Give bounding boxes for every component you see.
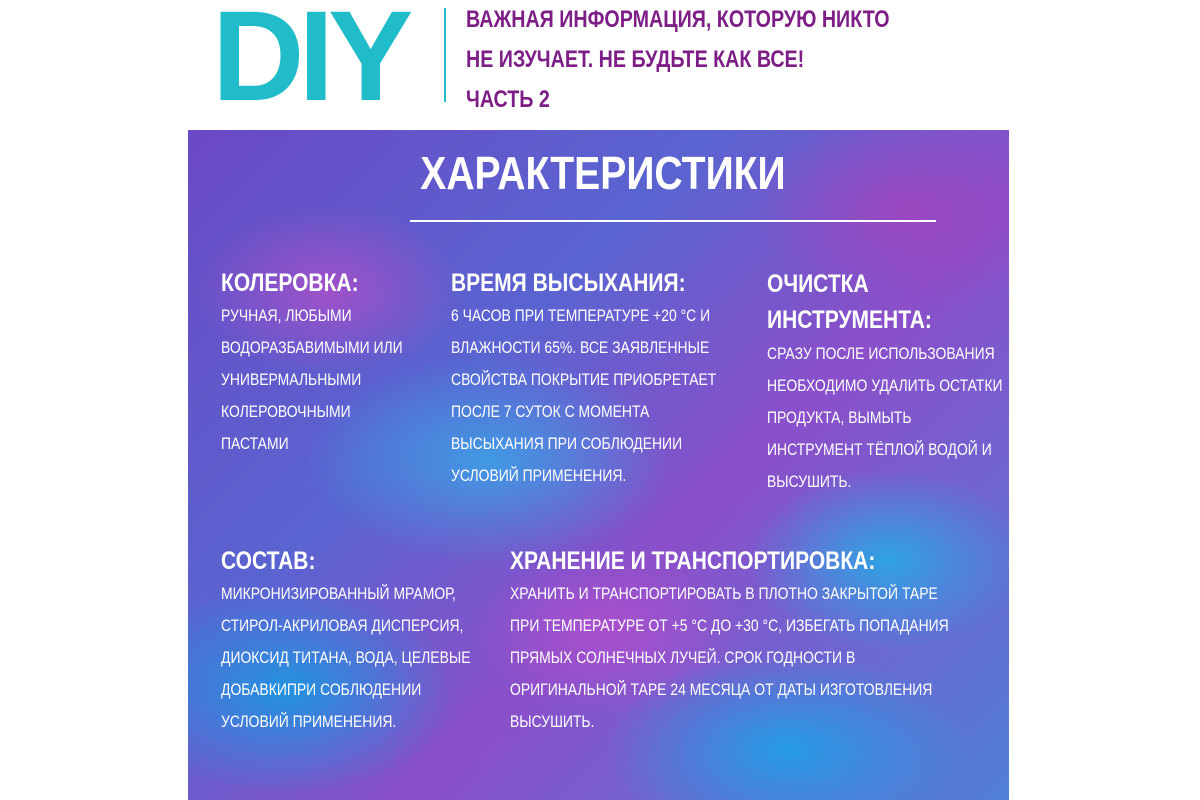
section-drying-time xyxy=(451,266,751,492)
section-heading: ВРЕМЯ ВЫСЫХАНИЯ: xyxy=(451,269,686,297)
panel-title-text: ХАРАКТЕРИСТИКИ xyxy=(420,147,786,199)
section-tinting xyxy=(221,266,431,460)
headline-line-1: ВАЖНАЯ ИНФОРМАЦИЯ, КОТОРУЮ НИКТО xyxy=(466,6,890,33)
headline xyxy=(466,0,986,120)
header-divider xyxy=(444,8,446,102)
section-text: СРАЗУ ПОСЛЕ ИСПОЛЬЗОВАНИЯ НЕОБХОДИМО УДАЛИТЬ ОСТАТКИ ПРОДУКТА, ВЫМЫТЬ ИНСТРУМЕНТ ТЁПЛОЙ ВОДОЙ И ВЫСУШИТЬ. xyxy=(767,344,1003,491)
section-tool-cleaning xyxy=(767,266,1007,498)
section-storage-transport xyxy=(510,544,990,738)
characteristics-panel xyxy=(188,130,1009,800)
section-text: МИКРОНИЗИРОВАННЫЙ МРАМОР, СТИРОЛ-АКРИЛОВАЯ ДИСПЕРСИЯ, ДИОКСИД ТИТАНА, ВОДА, ЦЕЛЕВЫЕ ДОБАВКИПРИ СОБЛЮДЕНИИ УСЛОВИЙ ПРИМЕНЕНИЯ. xyxy=(221,584,471,731)
section-text: РУЧНАЯ, ЛЮБЫМИ ВОДОРАЗБАВИМЫМИ ИЛИ УНИВЕРМАЛЬНЫМИ КОЛЕРОВОЧНЫМИ ПАСТАМИ xyxy=(221,306,403,453)
section-text: 6 ЧАСОВ ПРИ ТЕМПЕРАТУРЕ +20 °С И ВЛАЖНОСТИ 65%. ВСЕ ЗАЯВЛЕННЫЕ СВОЙСТВА ПОКРЫТИЕ ПРИОБРЕТАЕТ ПОСЛЕ 7 СУТОК С МОМЕНТА ВЫСЫХАНИЯ ПРИ СОБЛЮДЕНИИ УСЛОВИЙ ПРИМЕНЕНИЯ. xyxy=(451,306,717,485)
panel-title xyxy=(388,138,808,208)
section-heading: ХРАНЕНИЕ И ТРАНСПОРТИРОВКА: xyxy=(510,547,876,575)
section-heading: ОЧИСТКА ИНСТРУМЕНТА: xyxy=(767,270,932,334)
diy-logo: DIY xyxy=(212,0,408,128)
section-composition xyxy=(221,544,501,738)
section-heading: СОСТАВ: xyxy=(221,547,316,575)
headline-line-3: ЧАСТЬ 2 xyxy=(466,86,550,113)
title-underline xyxy=(410,220,936,222)
headline-line-2: НЕ ИЗУЧАЕТ. НЕ БУДЬТЕ КАК ВСЕ! xyxy=(466,46,805,73)
section-text: ХРАНИТЬ И ТРАНСПОРТИРОВАТЬ В ПЛОТНО ЗАКРЫТОЙ ТАРЕ ПРИ ТЕМПЕРАТУРЕ ОТ +5 °С ДО +30 °С, ИЗБЕГАТЬ ПОПАДАНИЯ ПРЯМЫХ СОЛНЕЧНЫХ ЛУЧЕЙ. СРОК ГОДНОСТИ В ОРИГИНАЛЬНОЙ ТАРЕ 24 МЕСЯЦА ОТ ДАТЫ ИЗГОТОВЛЕНИЯ ВЫСУШИТЬ. xyxy=(510,584,949,731)
section-heading: КОЛЕРОВКА: xyxy=(221,269,359,297)
